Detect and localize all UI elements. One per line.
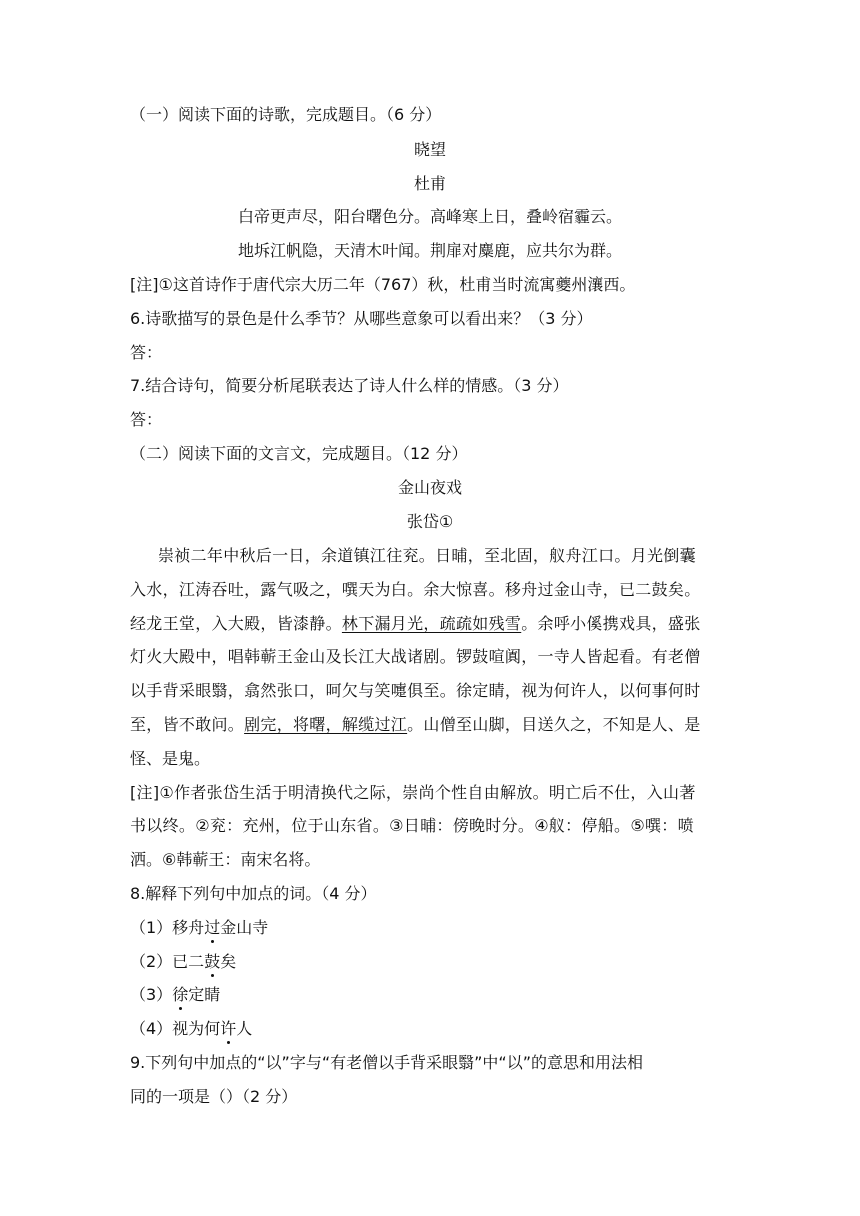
essay-line-3: 经龙王堂，入大殿，皆漆静。林下漏月光，疏疏如残雪。余呼小傒携戏具，盛张: [130, 614, 701, 633]
poem-line-2: 地坼江帆隐，天清木叶闻。荆扉对麋鹿，应共尔为群。: [237, 241, 622, 260]
essay-line-5: 以手背采眼翳，翕然张口，呵欠与笑嚏俱至。徐定睛，视为何许人，以何事何时: [130, 681, 701, 700]
q8-item-1: （1）移舟过金山寺: [130, 918, 269, 937]
poem-line-1: 白帝更声尽，阳台曙色分。高峰寒上日，叠岭宿霾云。: [237, 207, 622, 226]
underlined-sentence-1: 林下漏月光，疏疏如残雪: [341, 614, 522, 633]
dotted-word: 徐: [172, 985, 189, 1004]
question-9-line-2: 同的一项是（）（2 分）: [130, 1087, 298, 1106]
answer-6-label: 答：: [130, 343, 163, 362]
q8-item-2: （2）已二鼓矣: [130, 952, 237, 971]
poem-author: 杜甫: [413, 174, 446, 193]
q8-item-3: （3）徐定睛: [130, 985, 221, 1004]
essay-line-6: 至，皆不敢问。剧完，将曙，解缆过江。山僧至山脚，目送久之，不知是人、是: [130, 715, 701, 734]
poem-note: [注]①这首诗作于唐代宗大历二年（767）秋，杜甫当时流寓夔州瀼西。: [130, 275, 636, 294]
essay-line-1: 崇祯二年中秋后一日，余道镇江往兖。日晡，至北固，舣舟江口。月光倒囊: [158, 546, 696, 565]
essay-line-7: 怪、是鬼。: [130, 749, 211, 768]
essay-note-line-1: [注]①作者张岱生活于明清换代之际，崇尚个性自由解放。明亡后不仕，入山著: [130, 783, 696, 802]
essay-title: 金山夜戏: [397, 478, 462, 497]
section1-heading: （一）阅读下面的诗歌，完成题目。（6 分）: [130, 105, 442, 124]
question-8: 8.解释下列句中加点的词。（4 分）: [130, 884, 377, 903]
essay-line-2: 入水，江涛吞吐，露气吸之，噀天为白。余大惊喜。移舟过金山寺，已二鼓矣。: [130, 580, 701, 599]
essay-line-4: 灯火大殿中，唱韩蕲王金山及长江大战诸剧。锣鼓喧阗，一寺人皆起看。有老僧: [130, 647, 701, 666]
poem-title: 晓望: [413, 140, 446, 159]
dotted-word: 鼓: [204, 952, 221, 971]
dotted-word: 许: [220, 1019, 237, 1038]
section2-heading: （二）阅读下面的文言文，完成题目。（12 分）: [130, 444, 468, 463]
answer-7-label: 答：: [130, 410, 163, 429]
q8-item-4: （4）视为何许人: [130, 1019, 253, 1038]
essay-note-line-2: 书以终。②兖：充州，位于山东省。③日晡：傍晚时分。④舣：停船。⑤噀：喷: [130, 816, 694, 835]
question-6: 6.诗歌描写的景色是什么季节？从哪些意象可以看出来？（3 分）: [130, 309, 593, 328]
dotted-word: 过: [204, 918, 221, 937]
essay-note-line-3: 洒。⑥韩蕲王：南宋名将。: [130, 850, 321, 869]
essay-author: 张岱①: [406, 512, 454, 531]
question-9-line-1: 9.下列句中加点的“以”字与“有老僧以手背采眼翳”中“以”的意思和用法相: [130, 1053, 644, 1072]
underlined-sentence-2: 剧完，将曙，解缆过江: [244, 715, 408, 734]
question-7: 7.结合诗句，简要分析尾联表达了诗人什么样的情感。（3 分）: [130, 376, 569, 395]
